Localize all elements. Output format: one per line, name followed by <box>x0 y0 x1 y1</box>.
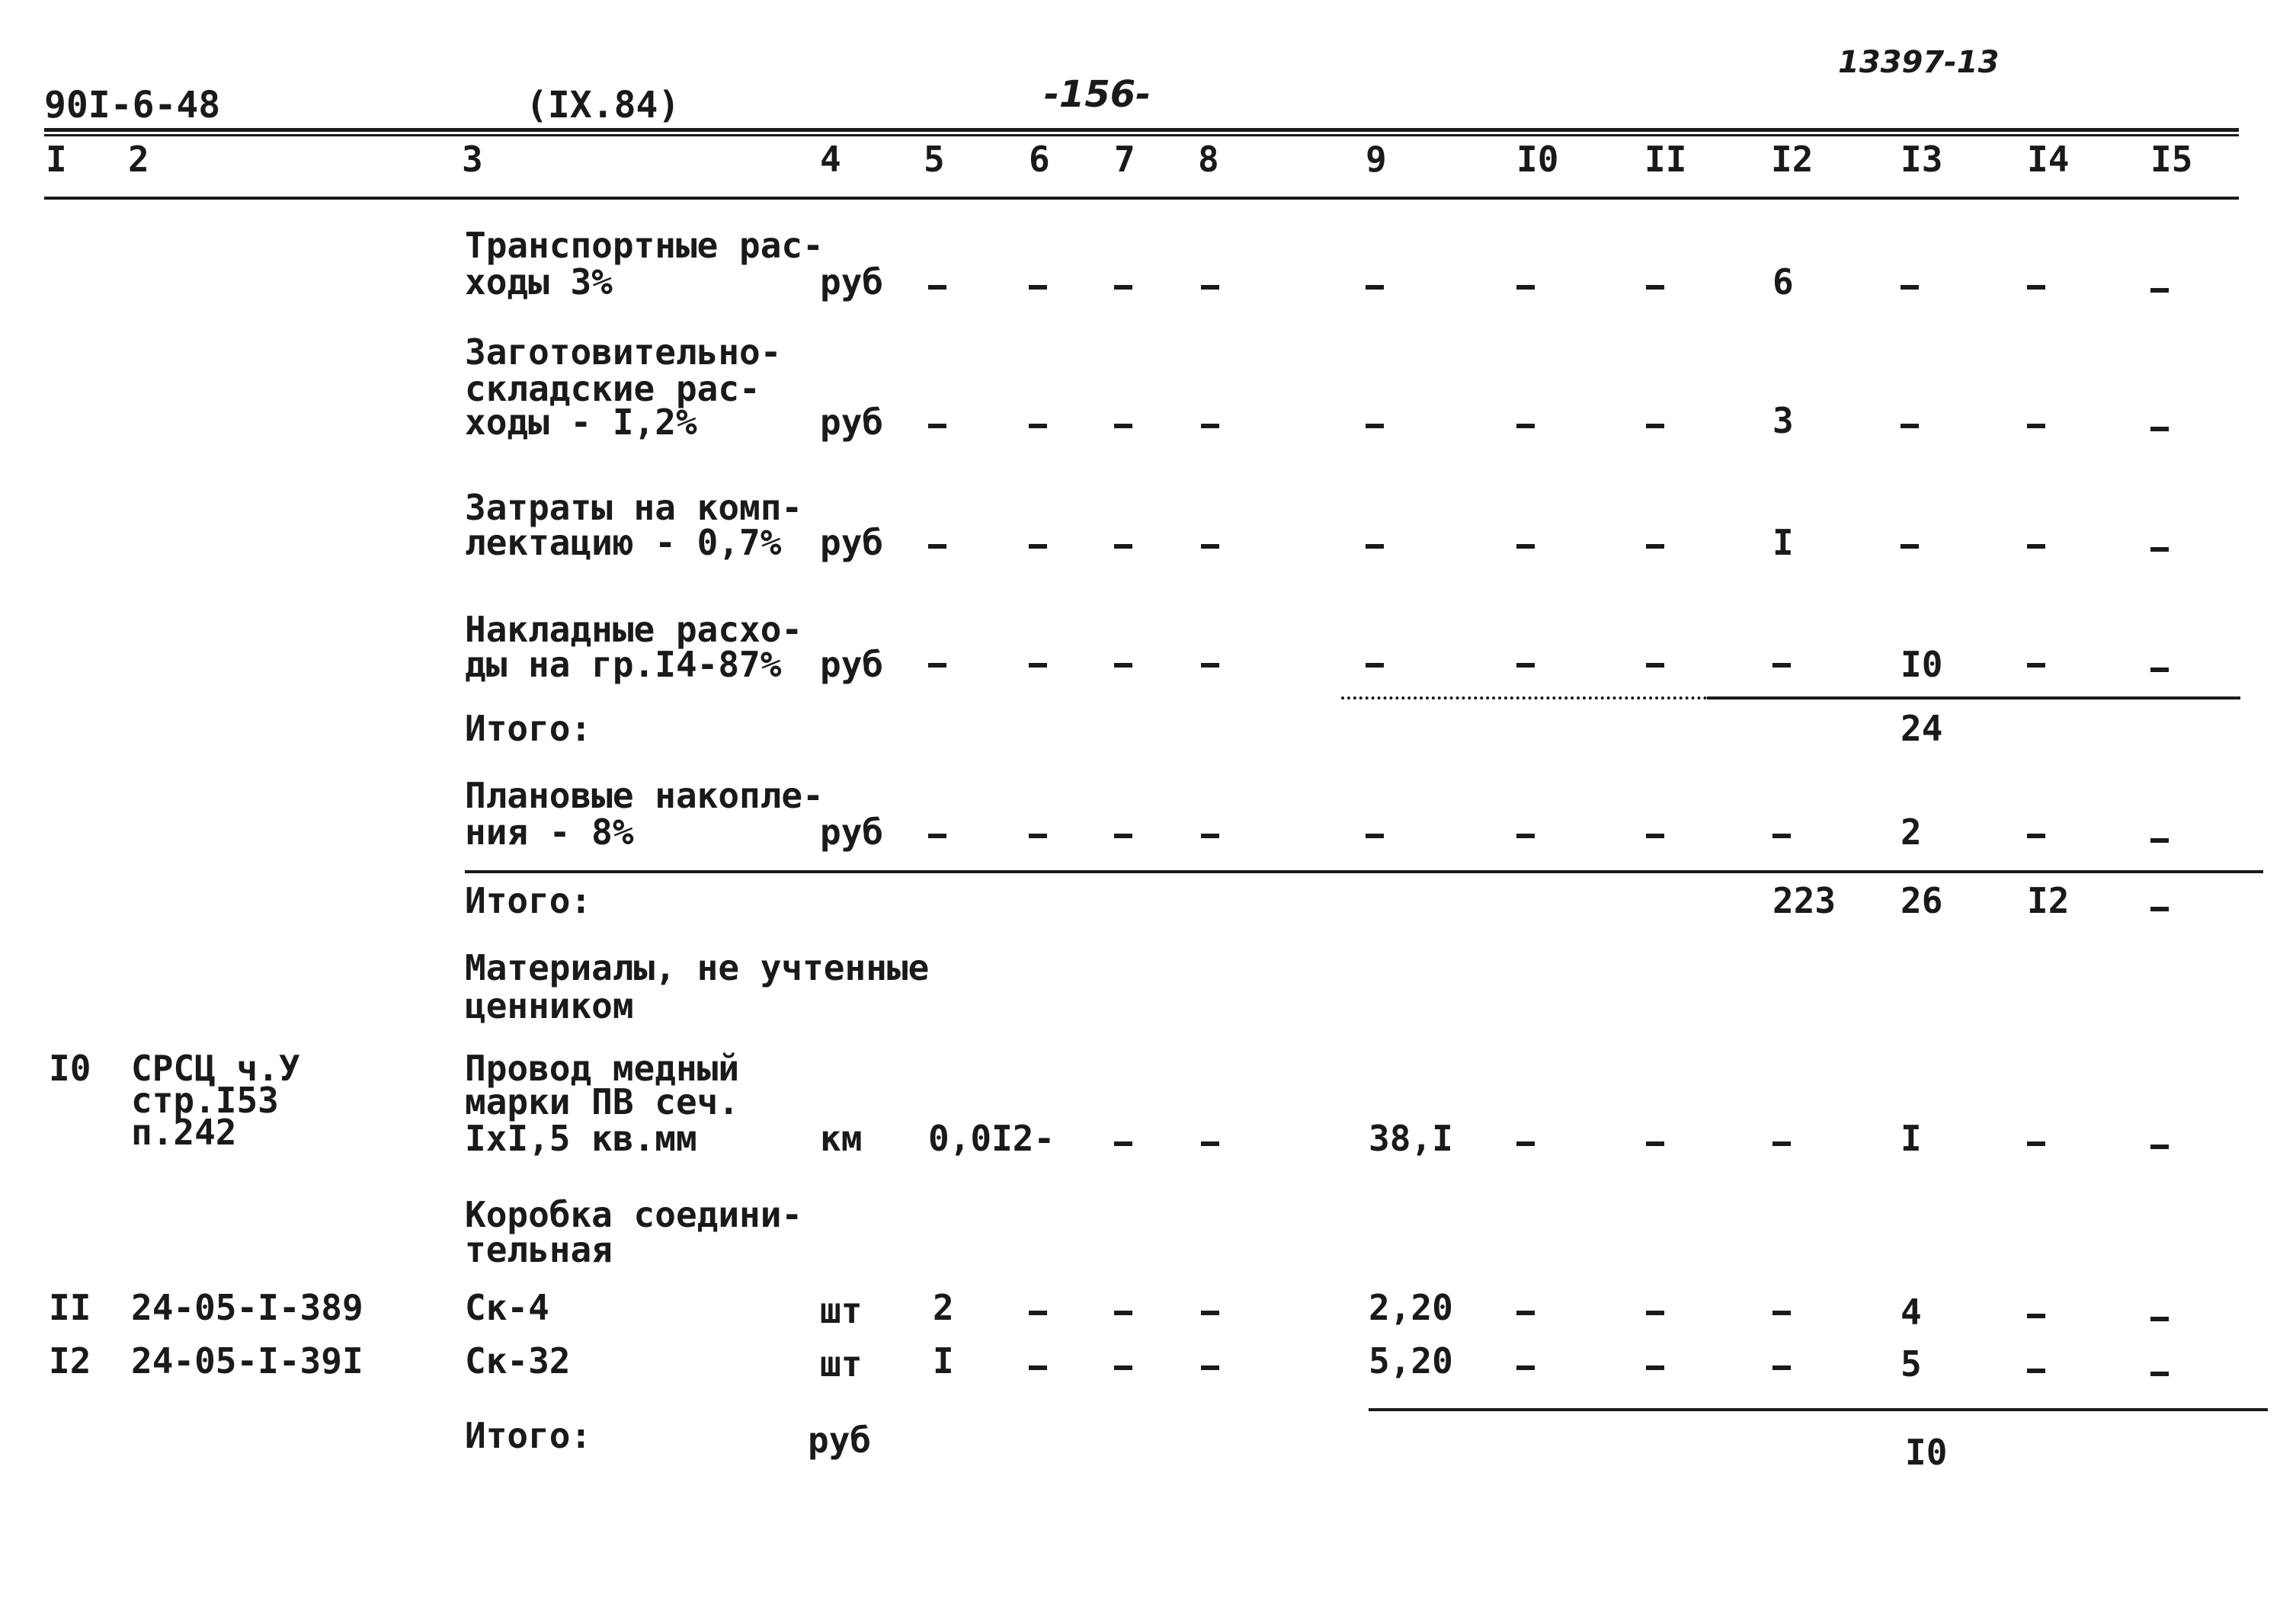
col-header-5: 5 <box>924 139 945 180</box>
row-value-c12: 3 <box>1772 400 1794 441</box>
dash-c12 <box>1772 1311 1791 1315</box>
row-description: Ск-32 <box>465 1340 571 1381</box>
row-description: ния - 8% <box>465 812 634 853</box>
row-value-c13: 2 <box>1901 812 1922 853</box>
row-description: Плановые накопле- <box>465 775 824 816</box>
total-label: Итого: <box>465 1415 592 1456</box>
dash-c12 <box>1772 1365 1791 1370</box>
dash-c11 <box>1646 1311 1664 1315</box>
dash-c8 <box>1201 424 1219 428</box>
col-header-2: 2 <box>128 139 149 180</box>
dash-c7 <box>1114 1141 1132 1146</box>
row-description: Накладные расхо- <box>465 609 803 650</box>
dash-c14 <box>2027 663 2045 668</box>
dash-c12 <box>1772 1141 1791 1146</box>
row-description: ходы 3% <box>465 261 613 303</box>
row-unit: шт <box>820 1343 863 1385</box>
dash-c7 <box>1114 1311 1132 1315</box>
row-value-c9: 38,I <box>1369 1118 1453 1159</box>
row-reference: 24-05-I-389 <box>131 1287 363 1328</box>
subtotal-rule <box>465 870 2263 873</box>
dash-c10 <box>1516 1365 1535 1370</box>
dash-c15 <box>2150 907 2169 911</box>
row-unit: км <box>820 1118 863 1159</box>
stamp-number: 13397-13 <box>1838 45 2000 80</box>
dash-c6 <box>1029 663 1047 668</box>
row-value-c13: 4 <box>1901 1292 1922 1333</box>
dash-c15 <box>2150 547 2169 552</box>
dash-c13 <box>1901 285 1919 290</box>
dash-c6 <box>1029 544 1047 549</box>
dash-c10 <box>1516 1141 1535 1146</box>
subtotal-label: Итого: <box>465 880 592 921</box>
dash-c15 <box>2150 288 2169 293</box>
dash-c11 <box>1646 834 1664 838</box>
page-number: -156- <box>1044 73 1151 116</box>
dash-c9 <box>1366 424 1384 428</box>
row-unit: руб <box>808 1420 872 1461</box>
dash-c12 <box>1772 834 1791 838</box>
row-value-c14: I2 <box>2027 880 2070 921</box>
dotted-rule <box>1341 696 1707 702</box>
dash-c14 <box>2027 285 2045 290</box>
dash-c9 <box>1366 544 1384 549</box>
col-header-3: 3 <box>462 139 483 180</box>
dash-c9 <box>1366 834 1384 838</box>
row-reference: СРСЦ ч.У <box>131 1048 300 1089</box>
dash-c8 <box>1201 663 1219 668</box>
row-unit: руб <box>820 812 884 853</box>
edition-label: (IX.84) <box>526 84 680 126</box>
dash-c10 <box>1516 834 1535 838</box>
header-bottom-rule <box>44 197 2239 200</box>
row-value-c5: 2 <box>933 1287 954 1328</box>
row-description: ценником <box>465 985 634 1026</box>
dash-c7 <box>1114 285 1132 290</box>
col-header-14: I4 <box>2027 139 2070 180</box>
dash-c10 <box>1516 544 1535 549</box>
col-header-13: I3 <box>1901 139 1943 180</box>
col-header-4: 4 <box>820 139 841 180</box>
row-value-c13: I0 <box>1905 1432 1948 1473</box>
dash-c5 <box>928 285 946 290</box>
dash-c11 <box>1646 1141 1664 1146</box>
col-header-7: 7 <box>1114 139 1135 180</box>
row-description: лектацию - 0,7% <box>465 522 782 563</box>
col-header-1: I <box>46 139 67 180</box>
row-value-c13: I0 <box>1901 644 1943 685</box>
dash-c11 <box>1646 285 1664 290</box>
dash-c12 <box>1772 663 1791 668</box>
row-description: Коробка соедини- <box>465 1194 803 1235</box>
dash-c15 <box>2150 668 2169 672</box>
col-header-15: I5 <box>2150 139 2193 180</box>
dash-c7 <box>1114 1365 1132 1370</box>
project-code: 90I-6-48 <box>44 84 221 126</box>
header-top-rule <box>44 128 2239 132</box>
dash-c8 <box>1201 1141 1219 1146</box>
dash-c14 <box>2027 1141 2045 1146</box>
row-description: Провод медный <box>465 1048 740 1089</box>
subtotal-rule <box>1707 696 2240 700</box>
dash-c10 <box>1516 1311 1535 1315</box>
row-value-c12: I <box>1772 522 1794 563</box>
row-description: Транспортные рас- <box>465 225 824 266</box>
col-header-10: I0 <box>1516 139 1559 180</box>
row-description: Заготовительно- <box>465 331 782 373</box>
row-unit: руб <box>820 522 884 563</box>
dash-c8 <box>1201 544 1219 549</box>
dash-c11 <box>1646 1365 1664 1370</box>
row-value-c13: 5 <box>1901 1343 1922 1385</box>
row-number: II <box>49 1287 91 1328</box>
row-unit: руб <box>820 261 884 303</box>
dash-c14 <box>2027 1314 2045 1318</box>
row-description: тельная <box>465 1229 613 1270</box>
dash-c10 <box>1516 663 1535 668</box>
row-value-c5: 0,0I2- <box>928 1118 1055 1159</box>
dash-c5 <box>928 424 946 428</box>
dash-c14 <box>2027 424 2045 428</box>
subtotal-label: Итого: <box>465 708 592 749</box>
row-reference: 24-05-I-39I <box>131 1340 363 1381</box>
row-reference: стр.I53 <box>131 1080 279 1121</box>
row-description: Затраты на комп- <box>465 487 803 528</box>
col-header-11: II <box>1644 139 1687 180</box>
dash-c8 <box>1201 1311 1219 1315</box>
dash-c8 <box>1201 834 1219 838</box>
dash-c15 <box>2150 838 2169 843</box>
row-value-c12: 6 <box>1772 261 1794 303</box>
dash-c11 <box>1646 663 1664 668</box>
dash-c14 <box>2027 1369 2045 1373</box>
dash-c11 <box>1646 544 1664 549</box>
dash-c8 <box>1201 285 1219 290</box>
dash-c6 <box>1029 424 1047 428</box>
row-description: ды на гр.I4-87% <box>465 644 782 685</box>
dash-c7 <box>1114 663 1132 668</box>
dash-c14 <box>2027 544 2045 549</box>
header-top-rule-double <box>44 134 2239 136</box>
dash-c15 <box>2150 1145 2169 1149</box>
row-value-c13: 26 <box>1901 880 1943 921</box>
dash-c6 <box>1029 1311 1047 1315</box>
dash-c13 <box>1901 424 1919 428</box>
row-description: Материалы, не учтенные <box>465 947 930 988</box>
dash-c14 <box>2027 834 2045 838</box>
row-description: марки ПВ сеч. <box>465 1081 740 1122</box>
row-value-c5: I <box>933 1340 954 1381</box>
dash-c7 <box>1114 834 1132 838</box>
row-description: Ск-4 <box>465 1287 549 1328</box>
row-value-c12: 223 <box>1772 880 1836 921</box>
dash-c6 <box>1029 285 1047 290</box>
dash-c9 <box>1366 285 1384 290</box>
row-value-c13: 24 <box>1901 708 1943 749</box>
dash-c15 <box>2150 427 2169 431</box>
row-value-c13: I <box>1901 1118 1922 1159</box>
row-number: I0 <box>49 1048 91 1089</box>
dash-c7 <box>1114 424 1132 428</box>
row-unit: руб <box>820 644 884 685</box>
dash-c15 <box>2150 1317 2169 1321</box>
dash-c6 <box>1029 834 1047 838</box>
total-rule <box>1369 1408 2268 1411</box>
dash-c5 <box>928 834 946 838</box>
dash-c13 <box>1901 544 1919 549</box>
dash-c15 <box>2150 1372 2169 1376</box>
row-value-c9: 2,20 <box>1369 1287 1453 1328</box>
col-header-6: 6 <box>1029 139 1050 180</box>
row-unit: руб <box>820 402 884 443</box>
row-description: IxI,5 кв.мм <box>465 1118 697 1159</box>
dash-c5 <box>928 663 946 668</box>
row-description: ходы - I,2% <box>465 402 697 443</box>
row-value-c9: 5,20 <box>1369 1340 1453 1381</box>
row-unit: шт <box>820 1290 863 1331</box>
row-description: складские рас- <box>465 368 761 409</box>
dash-c10 <box>1516 424 1535 428</box>
row-number: I2 <box>49 1340 91 1381</box>
dash-c9 <box>1366 663 1384 668</box>
col-header-9: 9 <box>1366 139 1387 180</box>
col-header-12: I2 <box>1771 139 1814 180</box>
dash-c6 <box>1029 1365 1047 1370</box>
col-header-8: 8 <box>1198 139 1219 180</box>
dash-c5 <box>928 544 946 549</box>
dash-c10 <box>1516 285 1535 290</box>
row-reference: п.242 <box>131 1112 237 1153</box>
dash-c11 <box>1646 424 1664 428</box>
dash-c8 <box>1201 1365 1219 1370</box>
dash-c7 <box>1114 544 1132 549</box>
